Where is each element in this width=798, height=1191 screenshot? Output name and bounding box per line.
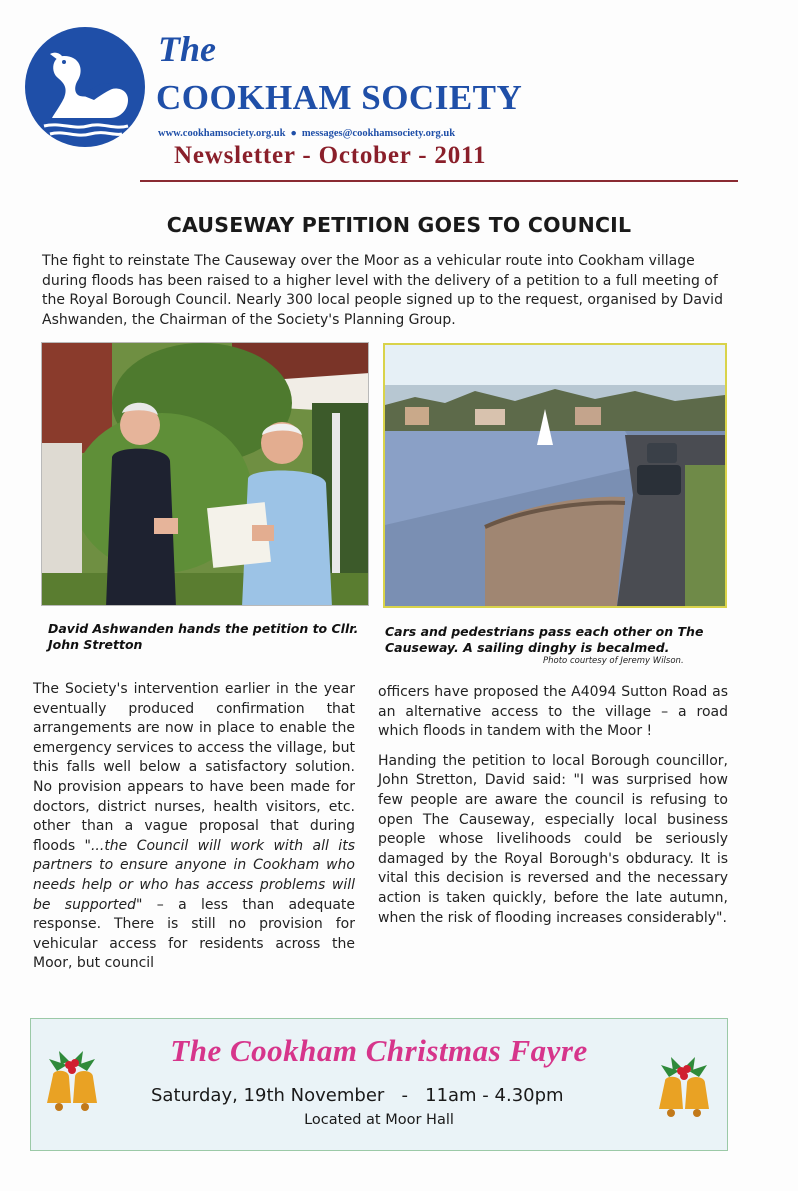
petition-photo-caption: David Ashwanden hands the petition to Cllr. John Stretton bbox=[48, 621, 359, 652]
council-quote: "...the Council will work with all its partners to ensure anyone in Cookham who needs help or who has access problems will be supported" bbox=[33, 837, 355, 913]
article-left-column bbox=[33, 680, 355, 974]
petition-photo bbox=[41, 342, 369, 606]
christmas-fayre-banner bbox=[30, 1018, 728, 1151]
photo-credit: Photo courtesy of Jeremy Wilson. bbox=[543, 656, 684, 666]
article-intro: The fight to reinstate The Causeway over the Moor as a vehicular route into Cookham village during floods has been raised to a higher level with the delivery of a petition to a full meeting of the Royal Borough Council. Nearly 300 local people signed up to the request, organised by David Ashwanden, the Chairman of the Society's Planning Group. bbox=[42, 253, 723, 328]
article-headline: CAUSEWAY PETITION GOES TO COUNCIL bbox=[166, 213, 632, 237]
article-right-column bbox=[378, 683, 728, 928]
christmas-bells-icon bbox=[651, 1051, 717, 1125]
website-link[interactable]: www.cookhamsociety.org.uk bbox=[158, 128, 286, 139]
separator-dot: ● bbox=[290, 128, 297, 139]
causeway-photo bbox=[383, 343, 727, 608]
left-column-text-b: – a less than adequate response. There is still no provision for vehicular access for residents across the Moor, but council bbox=[33, 896, 356, 972]
fayre-date-time: Saturday, 19th November - 11am - 4.30pm bbox=[151, 1085, 564, 1106]
society-name: COOKHAM SOCIETY bbox=[156, 78, 523, 117]
masthead-contacts bbox=[158, 128, 455, 139]
email-link[interactable]: messages@cookhamsociety.org.uk bbox=[301, 128, 456, 139]
masthead-the: The bbox=[158, 29, 216, 69]
right-column-paragraph-2: Handing the petition to local Borough councillor, John Stretton, David said: "I was surprised how few people are aware the council is refusing to open The Causeway, especially local business people whose livelihoods could be seriously damaged by the Royal Borough's obduracy. It is vital this decision is reversed and the necessary action is taken quickly, before the late autumn, when the risk of flooding increases considerably". bbox=[378, 752, 728, 926]
right-column-paragraph-1: officers have proposed the A4094 Sutton Road as an alternative access to the village – a road which floods in tandem with the Moor ! bbox=[378, 684, 728, 740]
swan-logo-icon bbox=[24, 26, 146, 148]
causeway-photo-caption: Cars and pedestrians pass each other on The Causeway. A sailing dinghy is becalmed. bbox=[385, 624, 704, 655]
newsletter-issue: Newsletter - October - 2011 bbox=[174, 142, 487, 169]
left-column-text-a: The Society's intervention earlier in the year eventually produced confirmation that arrangements are now in place to enable the emergency services to access the village, but this falls well below a satisfactory solution. No provision appears to have been made for doctors, district nurses, health visitors, etc. other than a vague proposal that during floods bbox=[33, 681, 355, 854]
fayre-location: Located at Moor Hall bbox=[304, 1112, 454, 1128]
masthead-divider bbox=[140, 180, 738, 182]
fayre-title: The Cookham Christmas Fayre bbox=[170, 1033, 588, 1068]
